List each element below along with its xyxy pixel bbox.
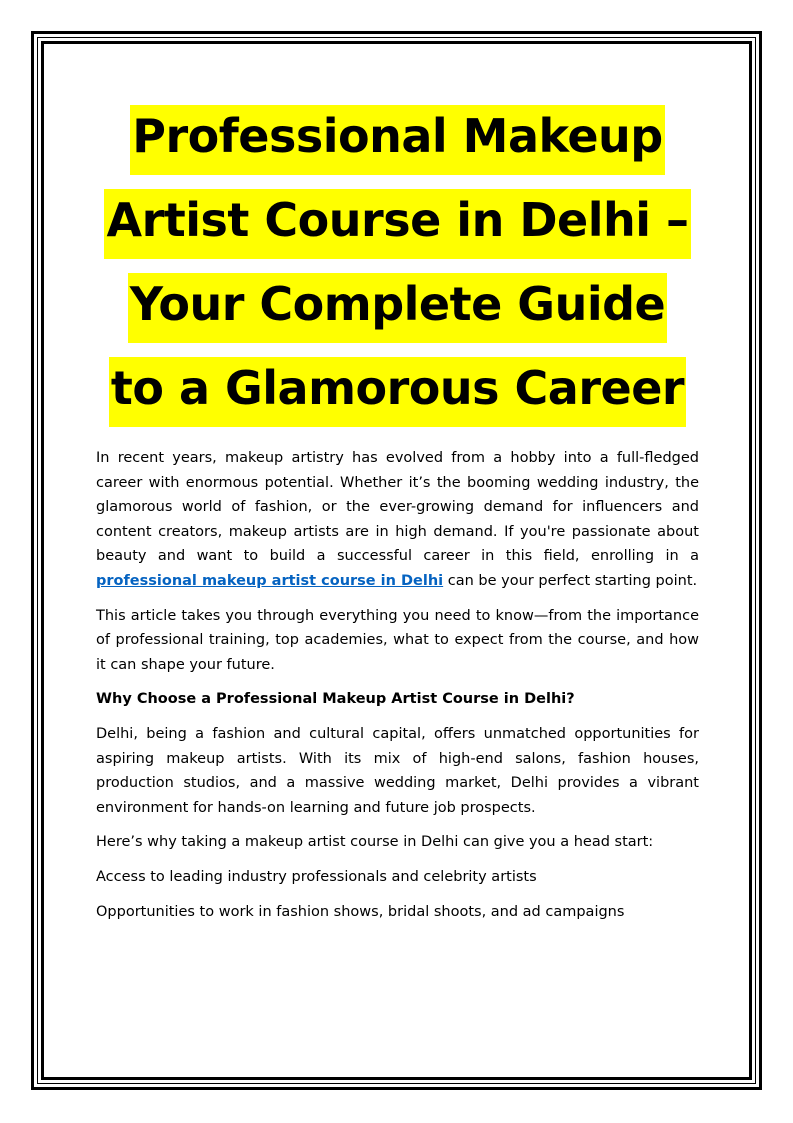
reasons-intro-paragraph: Here’s why taking a makeup artist course in Delhi can give you a head start: xyxy=(96,834,654,851)
delhi-paragraph: Delhi, being a fashion and cultural capital, offers unmatched opportunities for aspiring makeup artists. With its mix of high-end salons, fashion houses, production studios, and a massive wedding market, Delhi provides a vibrant environment for hands-on learning and future job prospects. xyxy=(96,725,699,816)
list-item: Opportunities to work in fashion shows, bridal shoots, and ad campaigns xyxy=(96,903,625,920)
course-link[interactable]: professional makeup artist course in Delhi xyxy=(96,572,444,589)
list-item: Access to leading industry professionals and celebrity artists xyxy=(96,868,537,885)
overview-paragraph: This article takes you through everything you need to know—from the importance of professional training, top academies, what to expect from the course, and how it can shape your future. xyxy=(96,607,699,673)
document-body xyxy=(96,94,699,934)
title-highlight: Professional Makeup Artist Course in Delhi – Your Complete Guide to a Glamorous Career xyxy=(104,105,690,427)
document-title xyxy=(96,94,699,430)
intro-paragraph xyxy=(96,446,699,594)
section-heading: Why Choose a Professional Makeup Artist Course in Delhi? xyxy=(96,691,575,708)
intro-text-end: can be your perfect starting point. xyxy=(443,572,698,589)
intro-text-start: In recent years, makeup artistry has evolved from a hobby into a full-fledged career with enormous potential. Whether it’s the booming wedding industry, the glamorous world of fashion, or the ever-growing demand for influencers and content creators, makeup artists are in high demand. If you're passionate about beauty and want to build a successful career in this field, enrolling in a xyxy=(96,450,699,565)
